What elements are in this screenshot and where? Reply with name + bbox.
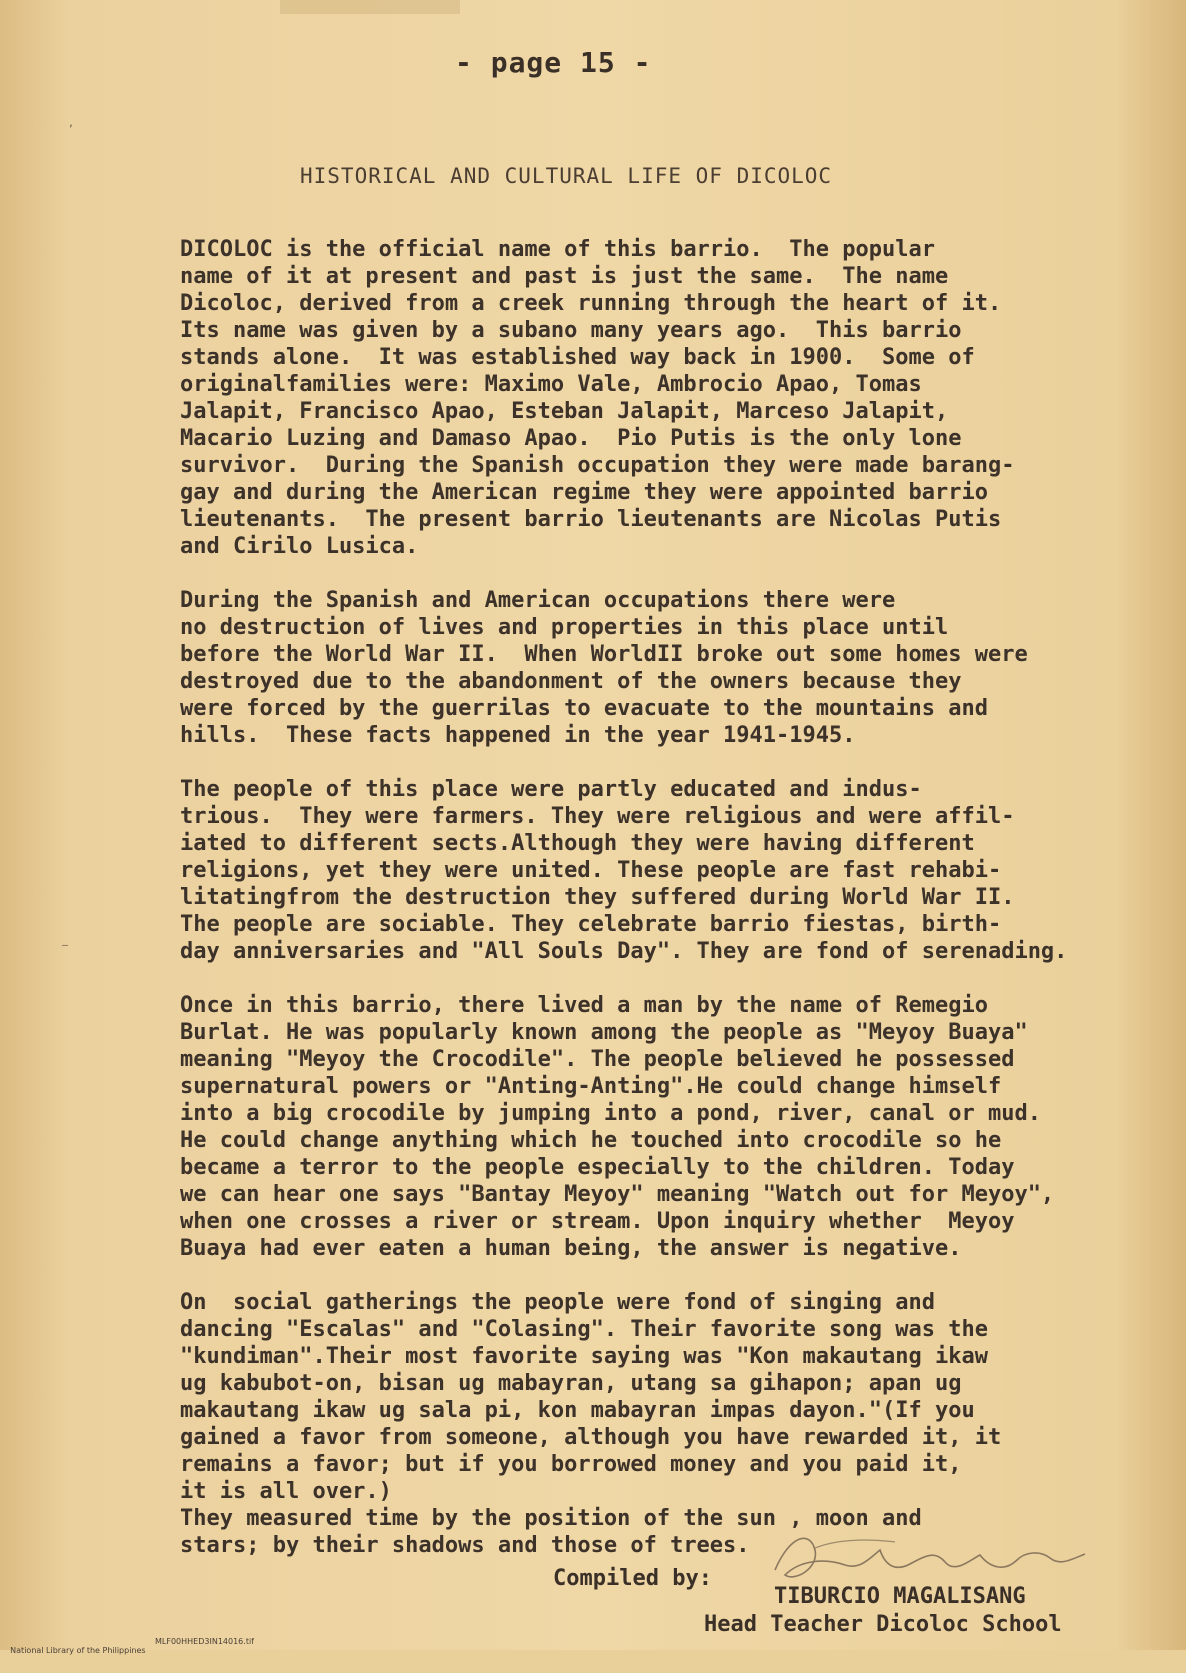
- text-line: became a terror to the people especially to the children. Today: [180, 1155, 1015, 1180]
- text-line: survivor. During the Spanish occupation they were made barang-: [180, 453, 1015, 478]
- compiler-position: Head Teacher Dicoloc School: [704, 1612, 1062, 1637]
- compiled-by-label: Compiled by:: [553, 1566, 712, 1591]
- text-line: hills. These facts happened in the year 1941-1945.: [180, 723, 856, 748]
- text-line: Dicoloc, derived from a creek running through the heart of it.: [180, 291, 1002, 316]
- text-line: and Cirilo Lusica.: [180, 534, 419, 559]
- text-line: On social gatherings the people were fond of singing and: [180, 1290, 935, 1315]
- text-line: litatingfrom the destruction they suffered during World War II.: [180, 885, 1015, 910]
- text-line: lieutenants. The present barrio lieutenants are Nicolas Putis: [180, 507, 1002, 532]
- text-line: destroyed due to the abandonment of the owners because they: [180, 669, 962, 694]
- text-line: originalfamilies were: Maximo Vale, Ambrocio Apao, Tomas: [180, 372, 922, 397]
- text-line: Once in this barrio, there lived a man by the name of Remegio: [180, 993, 988, 1018]
- text-line: "kundiman".Their most favorite saying was "Kon makautang ikaw: [180, 1344, 988, 1369]
- paragraph: [180, 776, 1180, 911]
- text-line: name of it at present and past is just the same. The name: [180, 264, 949, 289]
- text-line: religions, yet they were united. These people are fast rehabi-: [180, 858, 1002, 883]
- text-line: stars; by their shadows and those of trees.: [180, 1533, 750, 1558]
- paragraph: [180, 1289, 1180, 1505]
- text-line: Macario Luzing and Damaso Apao. Pio Putis is the only lone: [180, 426, 962, 451]
- text-line: dancing "Escalas" and "Colasing". Their favorite song was the: [180, 1317, 988, 1342]
- file-id: MLF00HHED3IN14016.tif: [155, 1637, 254, 1646]
- compiler-name: TIBURCIO MAGALISANG: [774, 1584, 1026, 1609]
- text-line: were forced by the guerrilas to evacuate to the mountains and: [180, 696, 988, 721]
- text-line: During the Spanish and American occupations there were: [180, 588, 896, 613]
- document-body: [180, 236, 1180, 1586]
- paragraph: [180, 587, 1180, 749]
- text-line: before the World War II. When WorldII broke out some homes were: [180, 642, 1028, 667]
- text-line: He could change anything which he touched into crocodile so he: [180, 1128, 1002, 1153]
- text-line: They measured time by the position of the sun , moon and: [180, 1506, 922, 1531]
- paragraph: [180, 911, 1180, 965]
- page-number: - page 15 -: [455, 46, 652, 79]
- paragraph: [180, 992, 1180, 1262]
- paragraph: [180, 236, 1180, 560]
- text-line: it is all over.): [180, 1479, 392, 1504]
- text-line: into a big crocodile by jumping into a pond, river, canal or mud.: [180, 1101, 1041, 1126]
- text-line: gained a favor from someone, although you have rewarded it, it: [180, 1425, 1002, 1450]
- text-line: iated to different sects.Although they were having different: [180, 831, 975, 856]
- document-title: HISTORICAL AND CULTURAL LIFE OF DICOLOC: [300, 164, 833, 188]
- text-line: stands alone. It was established way back in 1900. Some of: [180, 345, 975, 370]
- text-line: DICOLOC is the official name of this barrio. The popular: [180, 237, 935, 262]
- text-line: day anniversaries and "All Souls Day". They are fond of serenading.: [180, 939, 1068, 964]
- stray-mark: —: [62, 940, 69, 951]
- archive-name: National Library of the Philippines: [10, 1646, 146, 1655]
- text-line: remains a favor; but if you borrowed money and you paid it,: [180, 1452, 962, 1477]
- text-line: when one crosses a river or stream. Upon inquiry whether Meyoy: [180, 1209, 1015, 1234]
- text-line: Buaya had ever eaten a human being, the answer is negative.: [180, 1236, 962, 1261]
- scan-footer: [0, 1637, 254, 1673]
- text-line: Burlat. He was popularly known among the people as "Meyoy Buaya": [180, 1020, 1028, 1045]
- text-line: The people are sociable. They celebrate barrio fiestas, birth-: [180, 912, 1002, 937]
- text-line: makautang ikaw ug sala pi, kon mabayran impas dayon."(If you: [180, 1398, 975, 1423]
- text-line: we can hear one says "Bantay Meyoy" meaning "Watch out for Meyoy",: [180, 1182, 1055, 1207]
- text-line: The people of this place were partly educated and indus-: [180, 777, 922, 802]
- text-line: meaning "Meyoy the Crocodile". The people believed he possessed: [180, 1047, 1015, 1072]
- text-line: no destruction of lives and properties in this place until: [180, 615, 949, 640]
- text-line: gay and during the American regime they were appointed barrio: [180, 480, 988, 505]
- stray-mark: ‚: [68, 118, 75, 129]
- text-line: ug kabubot-on, bisan ug mabayran, utang sa gihapon; apan ug: [180, 1371, 962, 1396]
- text-line: Its name was given by a subano many years ago. This barrio: [180, 318, 962, 343]
- paper-tab: [280, 0, 460, 14]
- text-line: trious. They were farmers. They were religious and were affil-: [180, 804, 1015, 829]
- text-line: supernatural powers or "Anting-Anting".He could change himself: [180, 1074, 1002, 1099]
- text-line: Jalapit, Francisco Apao, Esteban Jalapit, Marceso Jalapit,: [180, 399, 949, 424]
